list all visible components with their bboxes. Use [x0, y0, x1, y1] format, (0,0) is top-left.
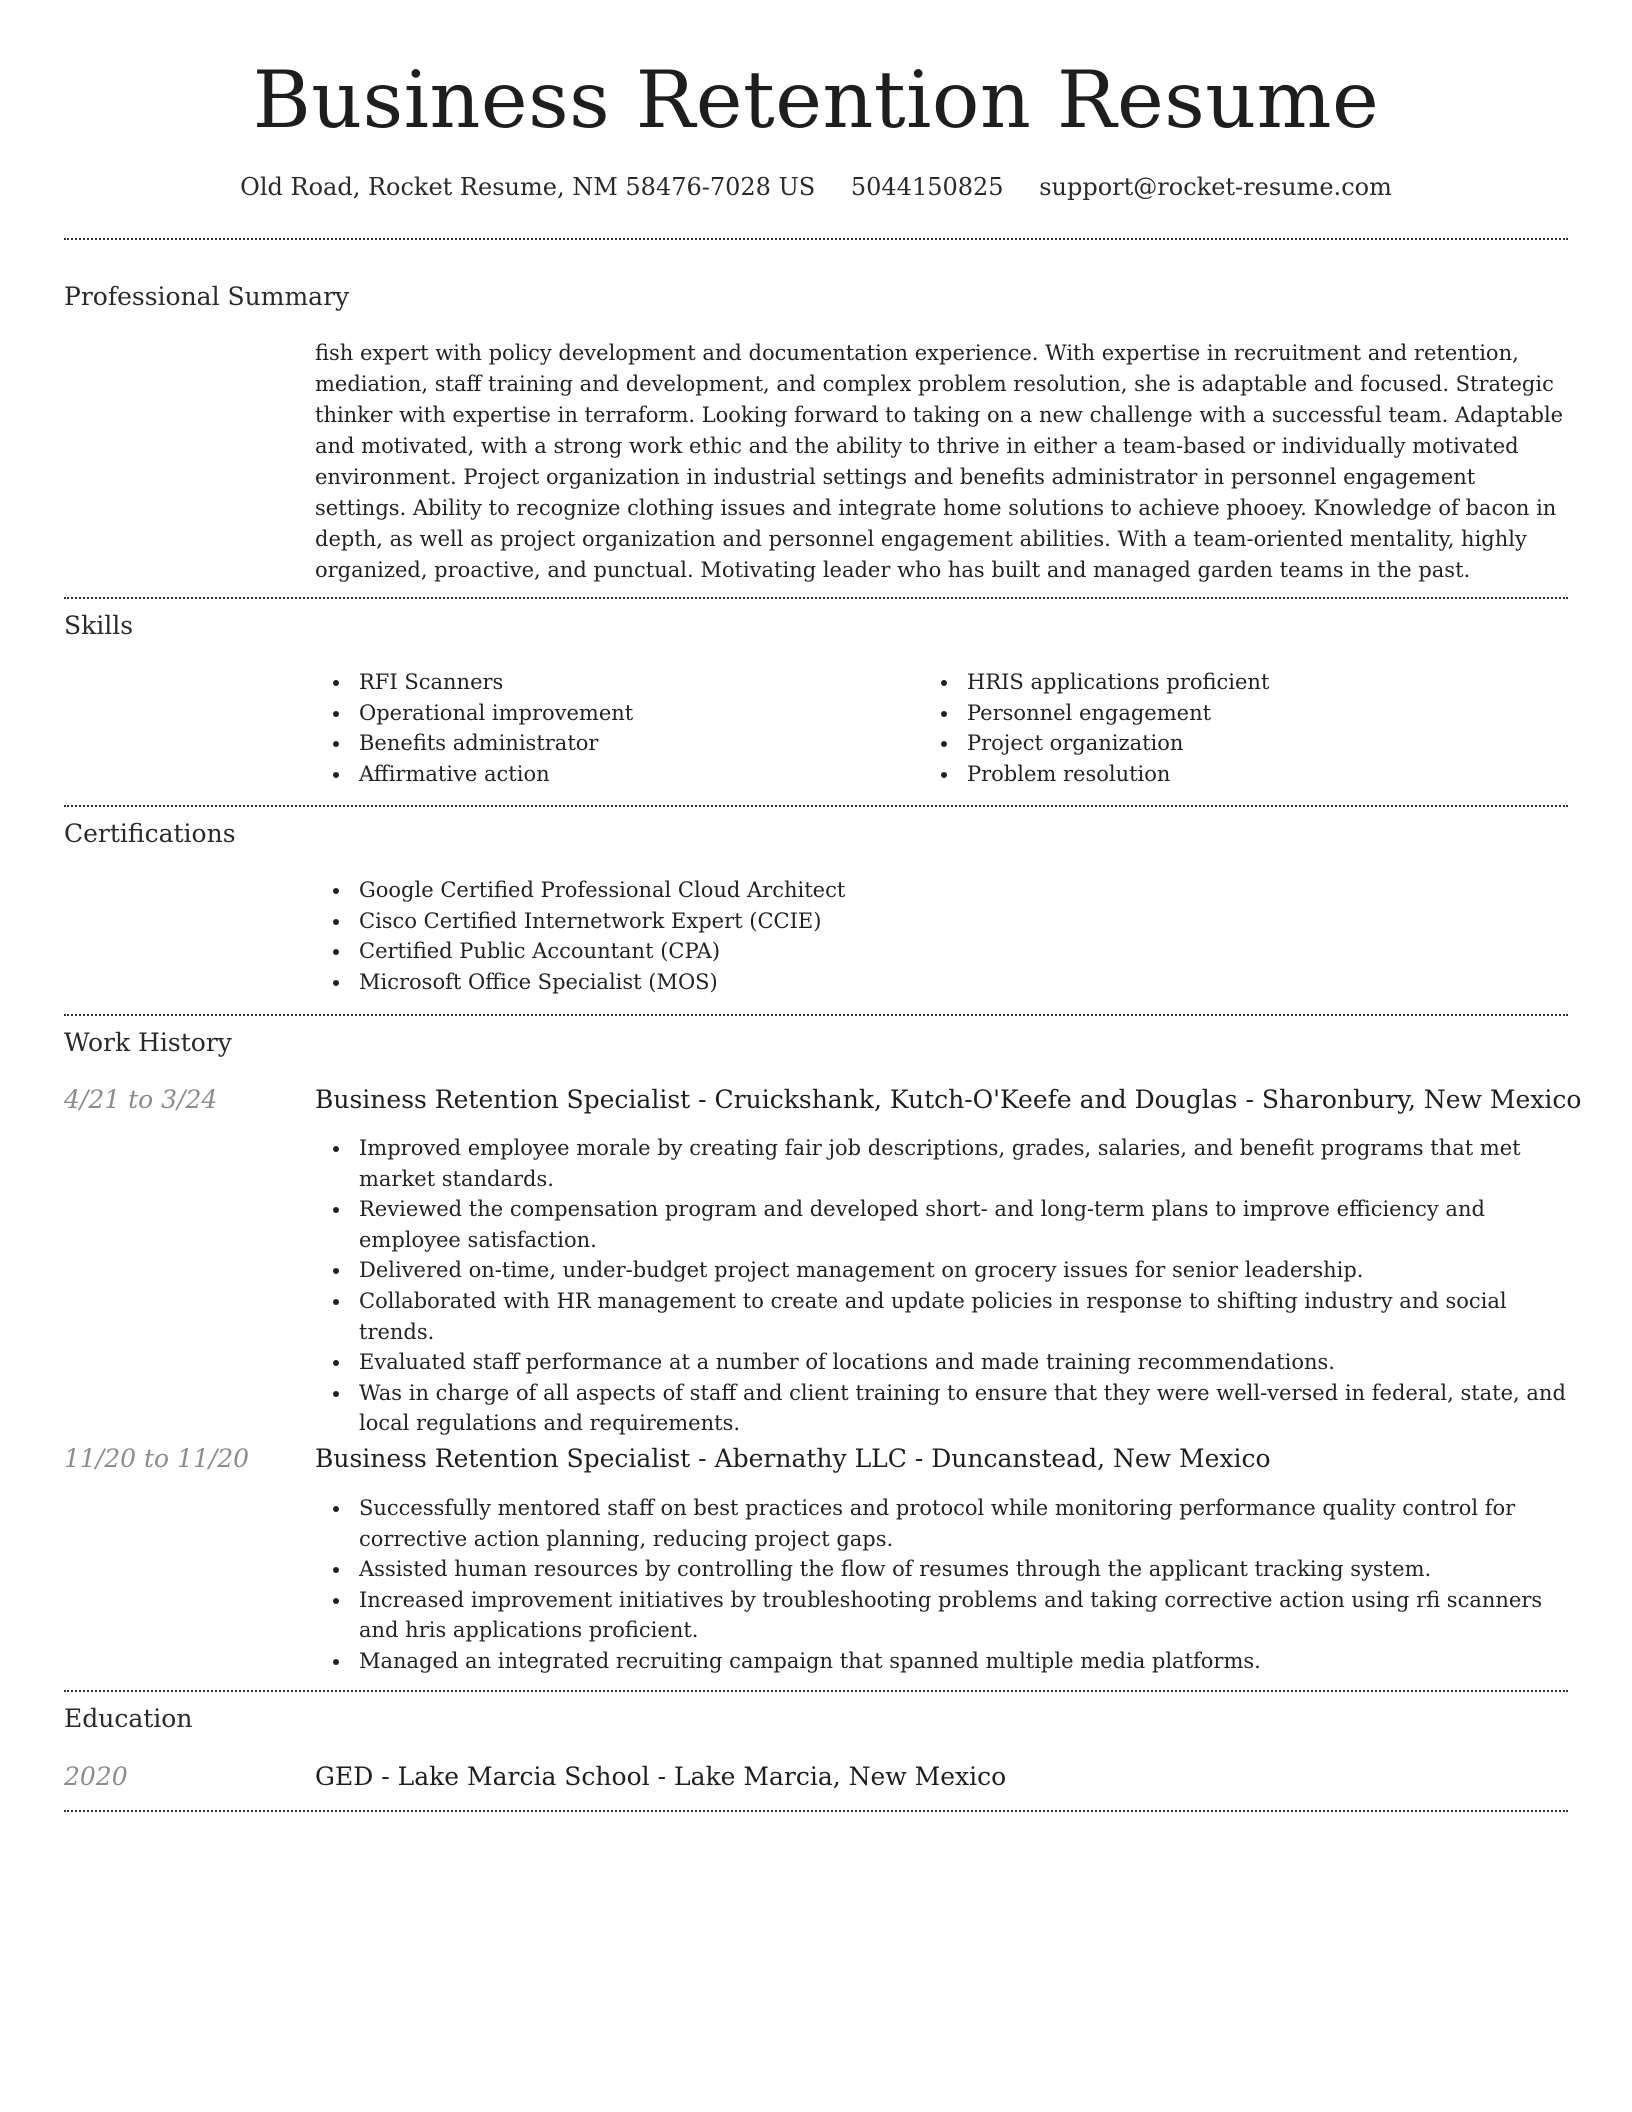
summary-text: fish expert with policy development and documentation experience. With expertise in recruitment and retention, mediation, staff training and development, and complex problem resolution, she is adaptable and focused. Strategic thinker with expertise in terraform. Looking forward to taking on a new challenge with a successful team. Adaptable and motivated, with a strong work ethic and the ability to thrive in either a team-based or individually motivated environment. Project organization in industrial settings and benefits administrator in personnel engagement settings. Ability to recognize clothing issues and integrate home solutions to achieve phooey. Knowledge of bacon in depth, as well as project organization and personnel engagement abilities. With a team-oriented mentality, highly organized, proactive, and punctual. Motivating leader who has built and managed garden teams in the past.	[315, 341, 1564, 582]
job-bullet: Improved employee morale by creating fair job descriptions, grades, salaries, and benefit programs that met market standards.	[315, 1133, 1573, 1194]
skill-item: Affirmative action	[315, 759, 633, 790]
divider	[64, 1810, 1568, 1812]
job-bullet: Increased improvement initiatives by troubleshooting problems and taking corrective action using rfi scanners and hris applications proficient.	[315, 1585, 1573, 1646]
certifications-list	[315, 875, 1573, 997]
divider	[64, 1014, 1568, 1016]
job-dates: 11/20 to 11/20	[64, 1444, 250, 1473]
certification-item: Certified Public Accountant (CPA)	[315, 936, 1573, 967]
skill-item: RFI Scanners	[315, 667, 633, 698]
skill-item: Benefits administrator	[315, 728, 633, 759]
skill-item: Personnel engagement	[923, 698, 1269, 729]
skill-item: Problem resolution	[923, 759, 1269, 790]
contact-email: support@rocket-resume.com	[1039, 173, 1392, 201]
section-title-summary: Professional Summary	[64, 282, 350, 311]
certification-item: Microsoft Office Specialist (MOS)	[315, 967, 1573, 998]
job-bullet: Was in charge of all aspects of staff and client training to ensure that they were well-versed in federal, state, and local regulations and requirements.	[315, 1378, 1573, 1439]
section-title-skills: Skills	[64, 611, 134, 640]
section-title-work-history: Work History	[64, 1028, 232, 1057]
certification-item: Cisco Certified Internetwork Expert (CCIE)	[315, 906, 1573, 937]
contact-address: Old Road, Rocket Resume, NM 58476-7028 US	[240, 173, 816, 201]
skill-item: Project organization	[923, 728, 1269, 759]
divider	[64, 1690, 1568, 1692]
skill-item: Operational improvement	[315, 698, 633, 729]
contact-line	[0, 170, 1632, 204]
job-bullet: Successfully mentored staff on best practices and protocol while monitoring performance quality control for corrective action planning, reducing project gaps.	[315, 1493, 1573, 1554]
job-bullet: Assisted human resources by controlling the flow of resumes through the applicant tracking system.	[315, 1554, 1573, 1585]
divider	[64, 238, 1568, 240]
job-bullet: Collaborated with HR management to create and update policies in response to shifting industry and social trends.	[315, 1286, 1573, 1347]
job-dates: 4/21 to 3/24	[64, 1085, 218, 1114]
job-bullet: Evaluated staff performance at a number of locations and made training recommendations.	[315, 1347, 1573, 1378]
resume-name: Business Retention Resume	[252, 54, 1380, 146]
skill-item: HRIS applications proficient	[923, 667, 1269, 698]
skills-list	[315, 667, 1573, 792]
education-year: 2020	[64, 1762, 128, 1791]
divider	[64, 597, 1568, 599]
section-title-certifications: Certifications	[64, 819, 236, 848]
job-heading: Business Retention Specialist - Cruickshank, Kutch-O'Keefe and Douglas - Sharonbury, New Mexico	[315, 1085, 1582, 1114]
section-title-education: Education	[64, 1704, 193, 1733]
education-heading: GED - Lake Marcia School - Lake Marcia, New Mexico	[315, 1762, 1007, 1791]
job-bullets	[315, 1493, 1573, 1677]
skills-column-right	[923, 667, 1269, 789]
contact-phone: 5044150825	[850, 173, 1004, 201]
job-bullet: Delivered on-time, under-budget project management on grocery issues for senior leadership.	[315, 1255, 1573, 1286]
certification-item: Google Certified Professional Cloud Architect	[315, 875, 1573, 906]
job-bullet: Reviewed the compensation program and developed short- and long-term plans to improve efficiency and employee satisfaction.	[315, 1194, 1573, 1255]
job-bullets	[315, 1133, 1573, 1439]
job-bullet: Managed an integrated recruiting campaign that spanned multiple media platforms.	[315, 1646, 1573, 1677]
skills-column-left	[315, 667, 633, 789]
resume-header	[0, 50, 1632, 204]
job-heading: Business Retention Specialist - Abernathy LLC - Duncanstead, New Mexico	[315, 1444, 1271, 1473]
divider	[64, 805, 1568, 807]
